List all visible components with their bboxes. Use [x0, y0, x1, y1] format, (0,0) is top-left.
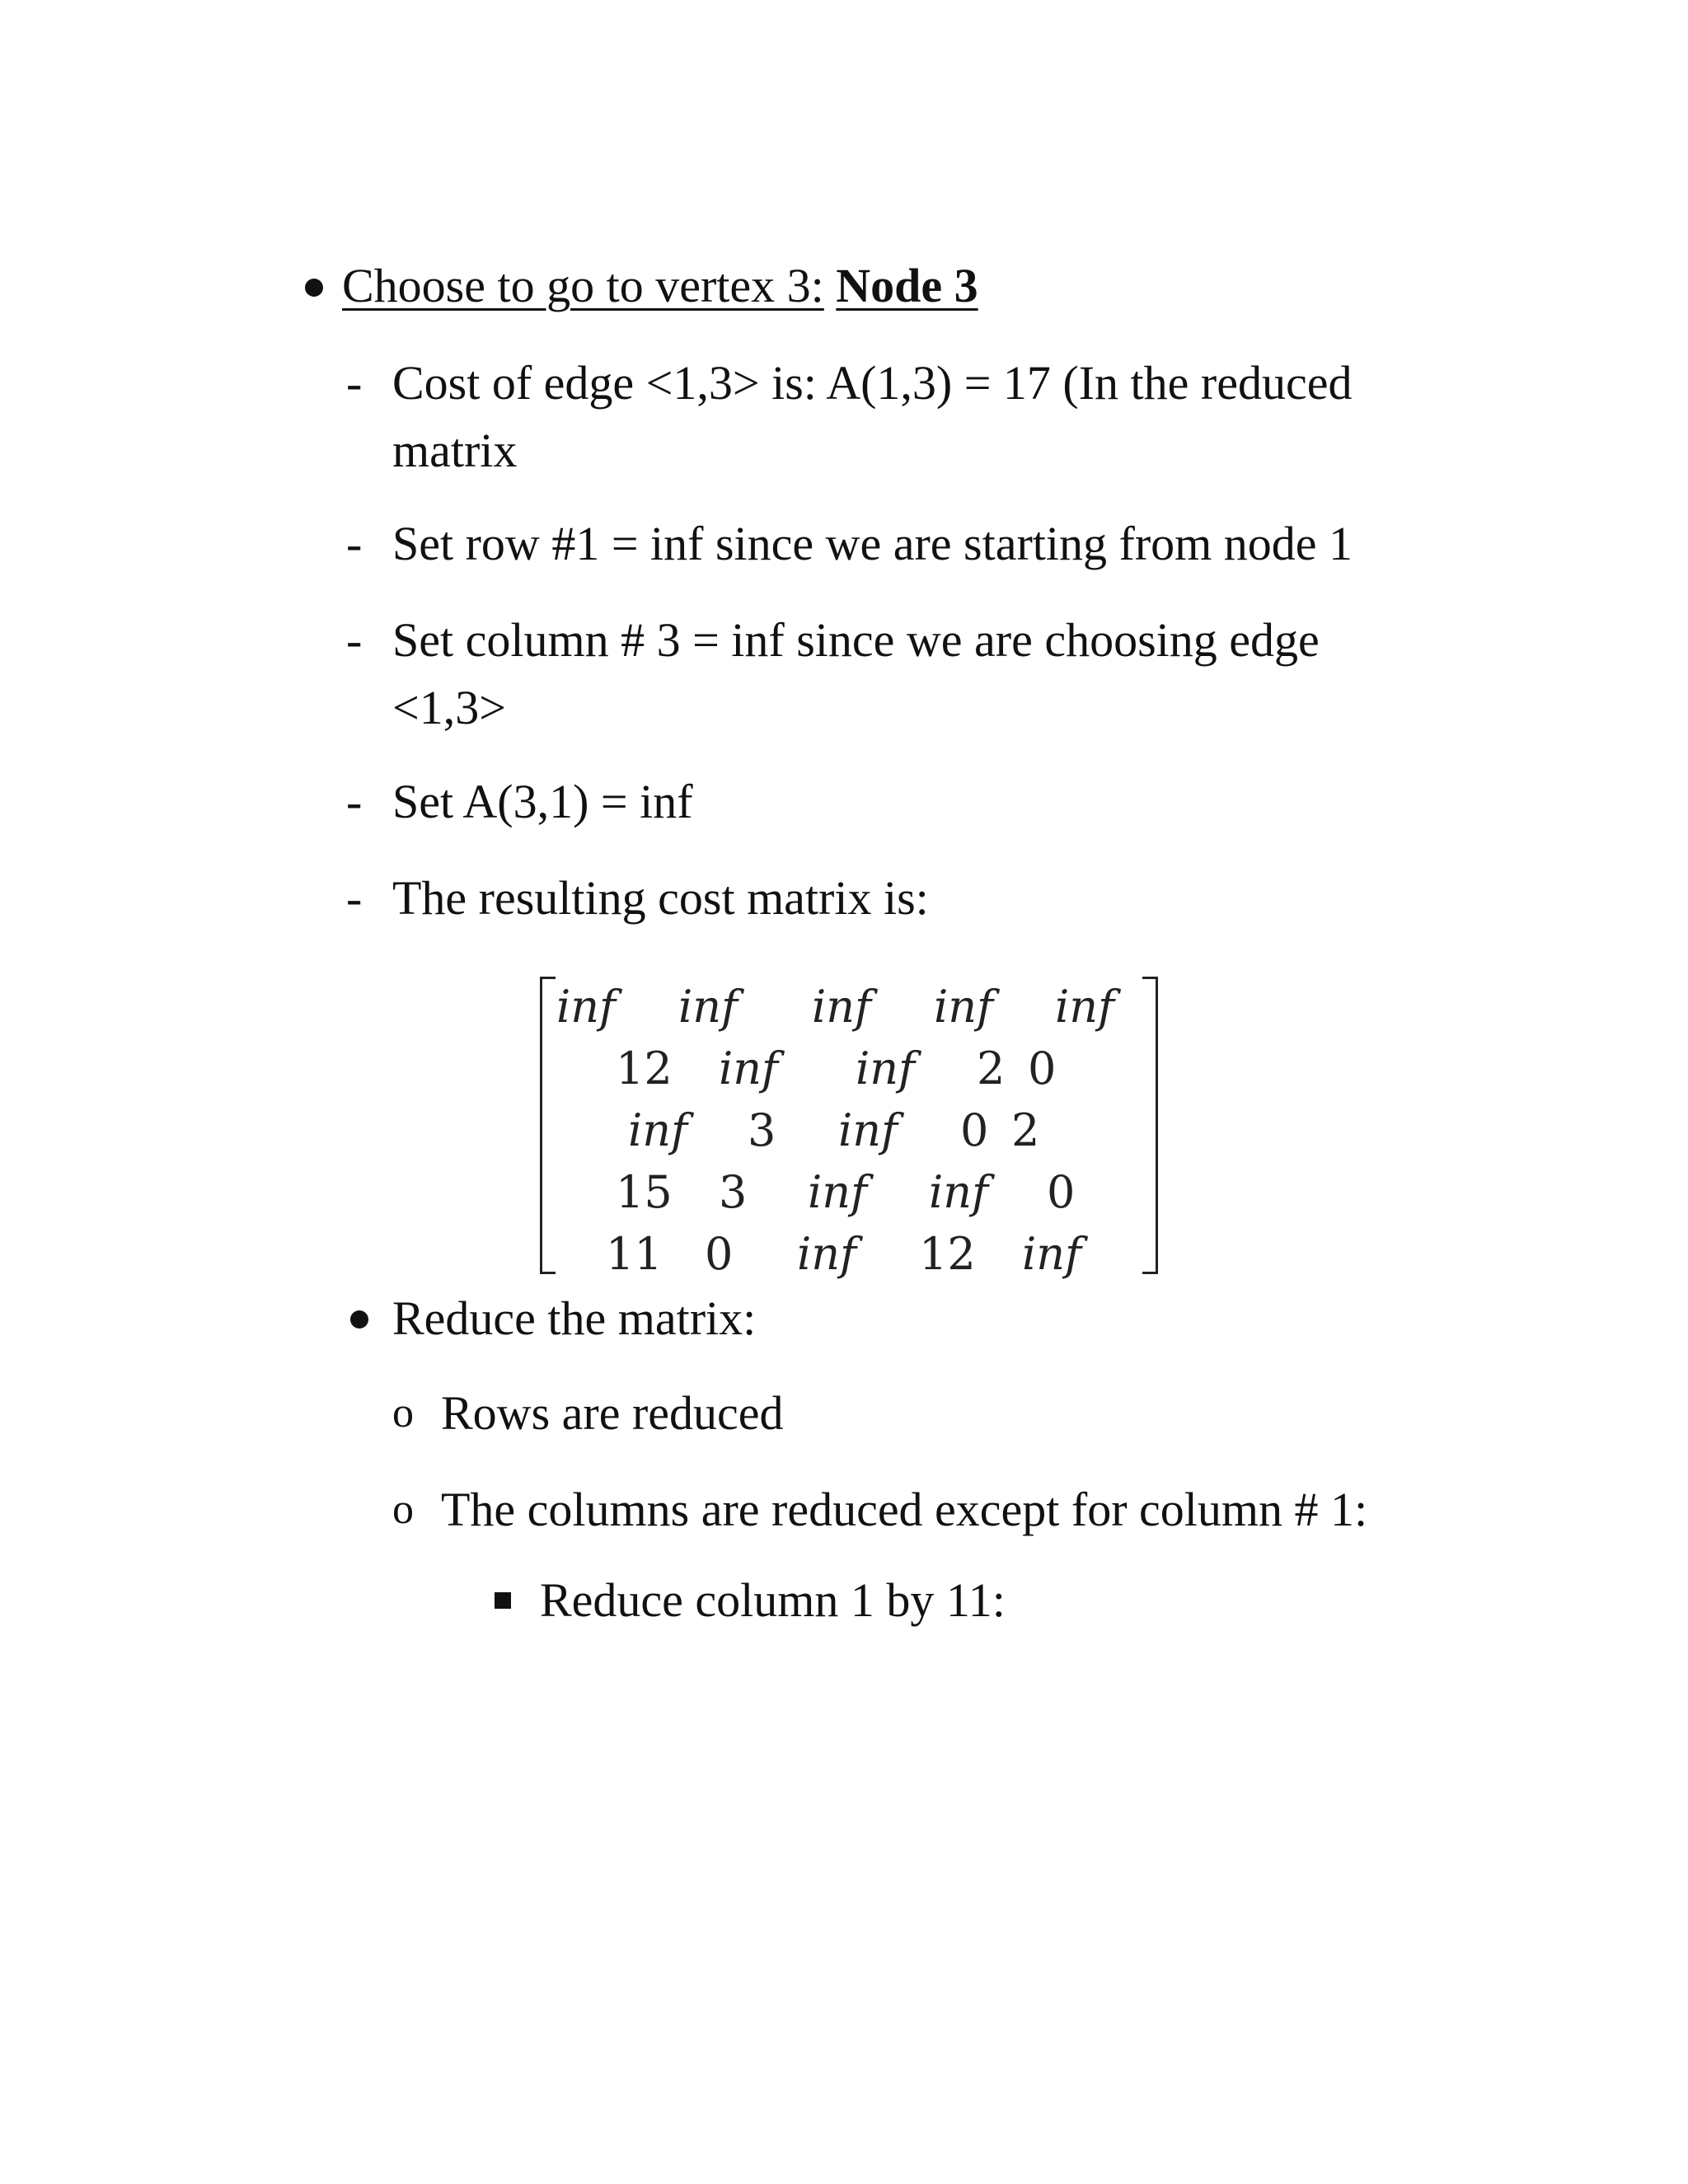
matrix-cell: inf: [808, 1166, 868, 1218]
matrix-cell: inf: [797, 1228, 857, 1280]
matrix-cell: 0: [705, 1228, 734, 1280]
matrix-row-1: [540, 977, 1158, 1038]
matrix-row-3: [540, 1100, 1158, 1161]
heading-text: Choose to go to vertex 3:: [342, 259, 824, 312]
heading-node-label: Node 3: [836, 259, 978, 312]
matrix-cell: 15: [616, 1166, 673, 1218]
matrix-cell: inf: [628, 1104, 688, 1156]
matrix-cell: inf: [929, 1166, 989, 1218]
matrix-cell: 0: [1028, 1043, 1057, 1094]
reduce-item-1: Rows are reduced: [441, 1386, 784, 1440]
reduce-item-2-bullet: o: [392, 1486, 414, 1533]
matrix-cell: inf: [719, 1043, 779, 1094]
matrix-cell: 12: [616, 1043, 673, 1094]
step-3-dash: -: [346, 613, 363, 667]
matrix-row-5: [540, 1224, 1158, 1285]
reduce-title: Reduce the matrix:: [392, 1291, 757, 1345]
matrix-cell: 3: [748, 1104, 776, 1156]
matrix-cell: inf: [856, 1043, 916, 1094]
step-1-line-1: Cost of edge <1,3> is: A(1,3) = 17 (In the reduced: [392, 356, 1353, 410]
matrix-row-4: [540, 1162, 1158, 1223]
matrix-cell: 11: [606, 1228, 663, 1280]
matrix-row-2: [540, 1038, 1158, 1099]
step-1-dash: -: [346, 356, 363, 410]
matrix-cell: inf: [678, 981, 738, 1033]
matrix-cell: 0: [1047, 1166, 1076, 1218]
matrix-cell: 0: [960, 1104, 989, 1156]
matrix-cell: inf: [1055, 981, 1115, 1033]
step-4-dash: -: [346, 775, 363, 828]
matrix-cell: 2: [1011, 1104, 1040, 1156]
matrix-cell: inf: [556, 981, 617, 1033]
step-1-line-2: matrix: [392, 424, 518, 477]
cost-matrix: [540, 977, 1158, 1280]
matrix-cell: inf: [934, 981, 994, 1033]
reduce-item-2: The columns are reduced except for column # 1:: [441, 1483, 1368, 1536]
step-3-line-1: Set column # 3 = inf since we are choosing edge: [392, 613, 1320, 667]
heading-bullet: [305, 279, 323, 297]
step-5-line-1: The resulting cost matrix is:: [392, 871, 929, 925]
matrix-cell: 2: [977, 1043, 1006, 1094]
reduce-sub-item: Reduce column 1 by 11:: [540, 1573, 1006, 1627]
reduce-sub-item-bullet: [495, 1592, 511, 1609]
step-3-line-2: <1,3>: [392, 681, 506, 734]
step-4-line-1: Set A(3,1) = inf: [392, 775, 693, 828]
step-2-dash: -: [346, 517, 363, 570]
matrix-cell: 3: [719, 1166, 748, 1218]
reduce-bullet: [350, 1310, 368, 1329]
matrix-cell: inf: [838, 1104, 898, 1156]
reduce-item-1-bullet: o: [392, 1390, 414, 1436]
step-2-line-1: Set row #1 = inf since we are starting from node 1: [392, 517, 1353, 570]
step-5-dash: -: [346, 871, 363, 925]
matrix-cell: inf: [812, 981, 872, 1033]
heading: [342, 257, 978, 315]
matrix-cell: inf: [1022, 1228, 1082, 1280]
matrix-cell: 12: [919, 1228, 976, 1280]
